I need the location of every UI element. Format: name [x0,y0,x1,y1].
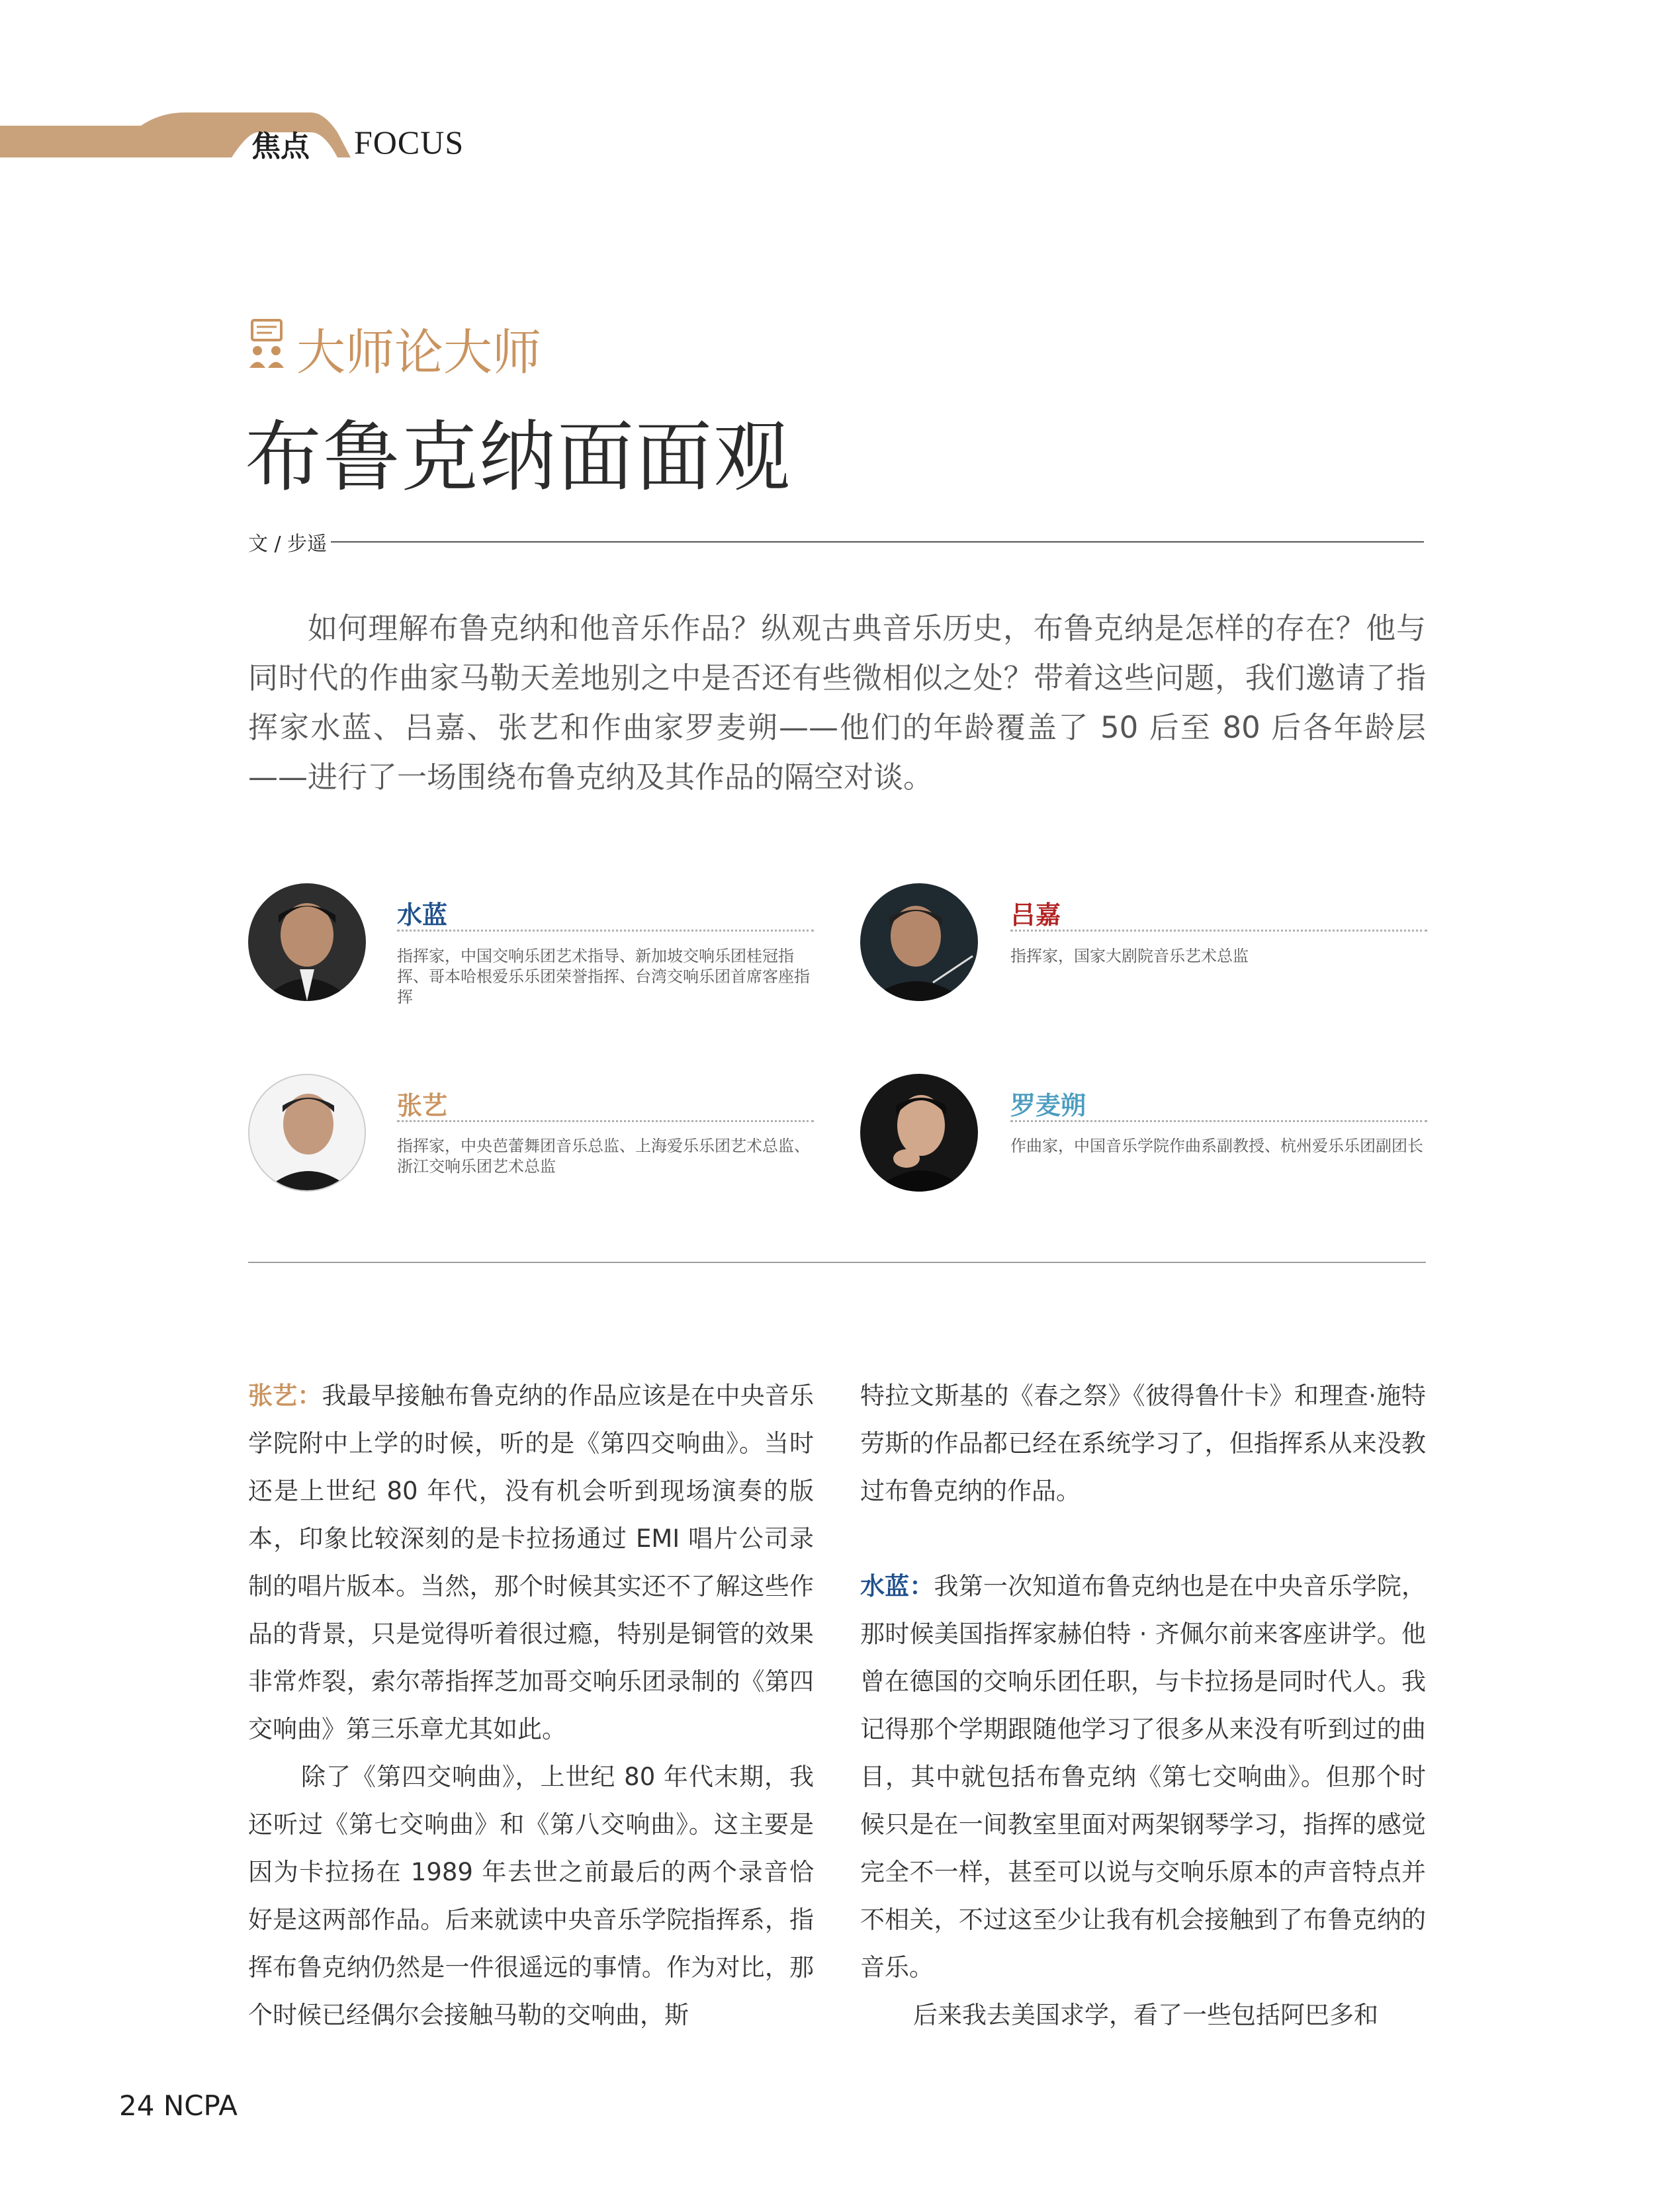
article-title: 布鲁克纳面面观 [245,413,791,502]
lecture-podium-icon [248,318,288,371]
byline-divider [331,541,1424,543]
section-label-cn: 焦点 [251,130,310,163]
profile-name-shuilan: 水蓝 [397,900,448,930]
body-paragraph [248,1372,814,1753]
avatar-luomaishuo [860,1074,978,1192]
profile-desc-lvjia: 指挥家，国家大剧院音乐艺术总监 [1010,947,1249,965]
profile-desc-luomaishuo: 作曲家，中国音乐学院作曲系副教授、杭州爱乐乐团副团长 [1010,1137,1423,1155]
avatar-shuilan [248,883,366,1001]
page-number: 24 [119,2089,155,2122]
page-footer [119,2089,238,2122]
paragraph-text: 我最早接触布鲁克纳的作品应该是在中央音乐学院附中上学的时候，听的是《第四交响曲》。当时还是上世纪 80 年代，没有机会听到现场演奏的版本，印象比较深刻的是卡拉扬通过 EMI 唱片公司录制的唱片版本。当然，那个时候其实还不了解这些作品的背景，只是觉得听着很过瘾，特别是铜管的效果非常炸裂，索尔蒂指挥芝加哥交响乐团录制的《第四交响曲》第三乐章尤其如此。 [248,1381,815,1743]
profile-divider [1010,930,1427,932]
profile-name-zhangyi: 张艺 [397,1091,448,1120]
body-paragraph: 特拉文斯基的《春之祭》《彼得鲁什卡》和理查·施特劳斯的作品都已经在系统学习了，但指挥系从来没教过布鲁克纳的作品。 [860,1381,1426,1505]
avatar-lvjia [860,883,978,1001]
profile-name-lvjia: 吕嘉 [1010,900,1061,930]
body-column-right [860,1372,1426,2039]
paragraph-text: 我第一次知道布鲁克纳也是在中央音乐学院，那时候美国指挥家赫伯特 · 齐佩尔前来客座讲学。他曾在德国的交响乐团任职，与卡拉扬是同时代人。我记得那个学期跟随他学习了很多从来没有听到过的曲目，其中就包括布鲁克纳《第七交响曲》。但那个时候只是在一间教室里面对两架钢琴学习，指挥的感觉完全不一样，甚至可以说与交响乐原本的声音特点并不相关，不过这至少让我有机会接触到了布鲁克纳的音乐。 [860,1572,1427,1982]
profile-divider [397,1120,814,1122]
profiles-divider [248,1262,1426,1263]
profile-desc-zhangyi: 指挥家，中央芭蕾舞团音乐总监、上海爱乐乐团艺术总监、浙江交响乐团艺术总监 [397,1137,810,1176]
profile-divider [1010,1120,1427,1122]
paragraph-gap [860,1515,1426,1563]
article-intro: 如何理解布鲁克纳和他音乐作品？纵观古典音乐历史，布鲁克纳是怎样的存在？他与同时代的作曲家马勒天差地别之中是否还有些微相似之处？带着这些问题，我们邀请了指挥家水蓝、吕嘉、张艺和作曲家罗麦朔——他们的年龄覆盖了 50 后至 80 后各年龄层——进行了一场围绕布鲁克纳及其作品的隔空对谈。 [248,611,1426,795]
byline: 文 / 步遥 [248,533,328,556]
body-paragraph [860,1563,1426,1991]
speaker-label: 水蓝： [860,1572,934,1600]
body-paragraph: 后来我去美国求学，看了一些包括阿巴多和 [913,2001,1378,2029]
publication-name: NCPA [163,2089,238,2122]
column-title: 大师论大师 [296,324,541,381]
body-column-left [248,1372,814,2039]
profile-name-luomaishuo: 罗麦朔 [1010,1091,1086,1120]
speaker-label: 张艺： [248,1381,322,1410]
section-label-en: FOCUS [354,124,464,161]
profile-desc-shuilan: 指挥家，中国交响乐团艺术指导、新加坡交响乐团桂冠指挥、哥本哈根爱乐乐团荣誉指挥、台湾交响乐团首席客座指挥 [397,947,810,1006]
body-paragraph: 除了《第四交响曲》，上世纪 80 年代末期，我还听过《第七交响曲》和《第八交响曲》。这主要是因为卡拉扬在 1989 年去世之前最后的两个录音恰好是这两部作品。后来就读中央音乐学院指挥系，指挥布鲁克纳仍然是一件很遥远的事情。作为对比，那个时候已经偶尔会接触马勒的交响曲，斯 [248,1763,814,2029]
avatar-zhangyi [248,1074,366,1192]
header-tab-shape [112,112,351,157]
profile-divider [397,930,814,932]
